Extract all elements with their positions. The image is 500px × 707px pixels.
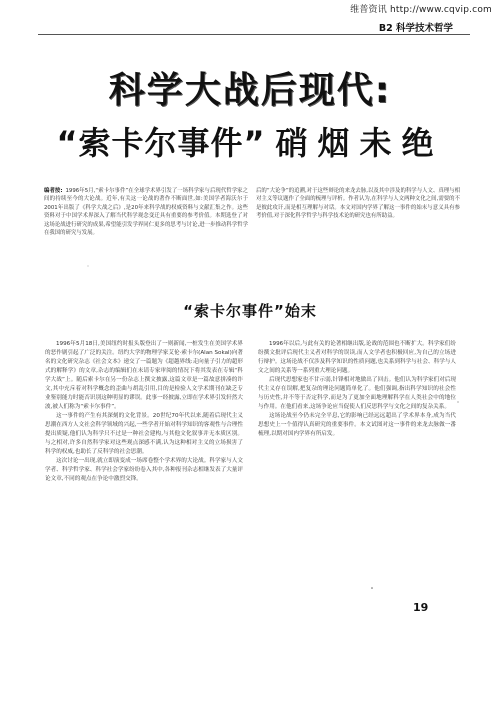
body-paragraph: 这场论战至今仍未完全平息,它的影响已经远远超出了学术界本身,成为当代思想史上一个值得认真研究的重要事件。本文试图对这一事件的来龙去脉做一番梳理,以期对国内学界有所启发。: [258, 413, 456, 437]
title-quoted-phrase: “索卡尔事件”: [56, 124, 266, 162]
title-rest-phrase: 硝烟未绝: [275, 124, 444, 162]
editor-note-left-text: 1996年5月,“索卡尔事件”在全球学术界引发了一场科学家与后现代哲学家之间的持续至今的大论战。近年,有关这一论战的著作不断面世,如:美国学者海沃尔于2001年出版了《科学大战之后》,是20年来科学战的权威资料与文献汇集之作。这些资料对于中国学术界深入了解当代科学观念变迁具有重要的参考价值。本期选登了对这场论战进行研究的成果,希望能引发学界同仁更多的思考与讨论,进一步推动科学哲学在我国的研究与发展。: [44, 188, 249, 237]
article-title-line2: [0, 118, 500, 164]
page-number: 19: [413, 601, 429, 614]
body-paragraph: 这次讨论一出现,就立即演变成一场席卷整个学术界的大论战。科学家与人文学者、科学哲学家、科学社会学家纷纷卷入其中,各种报刊杂志相继发表了大量评论文章,不同的观点在争论中激烈交锋。: [45, 458, 243, 482]
section-title: “索卡尔事件”始末: [183, 302, 317, 320]
editor-note-left: [44, 187, 248, 237]
body-paragraph: 这一事件的产生有其深刻的文化背景。20世纪70年代以来,随着后现代主义思潮在西方人文社会科学领域的兴起,一些学者开始对科学知识的客观性与合理性提出质疑,他们认为科学只不过是一种社会建构,与其他文化叙事并无本质区别。与之相对,许多自然科学家对这些观点深感不满,认为这种相对主义的立场损害了科学的权威,也助长了反科学的社会思潮。: [45, 413, 243, 455]
body-paragraph: 1996年5月18日,美国纽约时报头版登出了一则新闻,一桩发生在美国学术界的恶作剧引起了广泛的关注。纽约大学的物理学家艾伦·索卡尔(Alan Sokal)向著名的文化研究杂志《社会文本》递交了一篇题为《超越界线:走向量子引力的超形式的解释学》的文章,杂志的编辑们在未请专家审阅的情况下将其发表在专辑“科学大战”上。随后索卡尔在另一份杂志上撰文披露,这篇文章是一篇故意拼凑的诈文,其中充斥着对科学概念的歪曲与胡乱引用,目的是检验人文学术期刊在缺乏专业鉴别能力时能否识别这种明显的谬误。此事一经披露,立即在学术界引发轩然大波,被人们称为“索卡尔事件”。: [45, 341, 243, 410]
body-column-right: [258, 340, 456, 439]
watermark: 维普资讯 http://www.cqvip.com: [350, 5, 492, 15]
article-title-line1: 科学大战后现代:: [108, 70, 392, 111]
running-head: B2 科学技术哲学: [378, 23, 453, 34]
editor-note-right-text: 后的“大论争”的追溯,对于这些辩论的来龙去脉,以及其中涉及的科学与人文、真理与相对主义等议题作了全面的梳理与评析。作者认为,在科学与人文两种文化之间,需要的不是彼此攻讦,而是相互理解与对话。本文对国内学界了解这一事件的始末与意义具有参考价值,对于深化科学哲学与科学技术论的研究也有所助益。: [256, 188, 460, 220]
body-paragraph: 后现代思想家也不甘示弱,针锋相对地做出了回击。他们认为科学家们对后现代主义存在误解,把复杂的理论问题简单化了。他们强调,指出科学知识的社会性与历史性,并不等于否定科学,而是为了更加全面地理解科学在人类社会中的地位与作用。在他们看来,这场争论应当促使人们反思科学与文化之间的复杂关系。: [258, 377, 456, 410]
editor-note-right: [256, 187, 460, 221]
body-column-left: [45, 340, 243, 484]
header-rule: [38, 34, 470, 35]
body-paragraph: 1996年以后,与此有关的论著相继出版,论战的范围也不断扩大。科学家们纷纷撰文批评后现代主义者对科学的误读,而人文学者也积极回应,为自己的立场进行辩护。这场论战不仅涉及科学知识的性质问题,也关系到科学与社会、科学与人文之间的关系等一系列重大理论问题。: [258, 341, 456, 374]
editor-note-label: 编者按:: [44, 188, 63, 194]
